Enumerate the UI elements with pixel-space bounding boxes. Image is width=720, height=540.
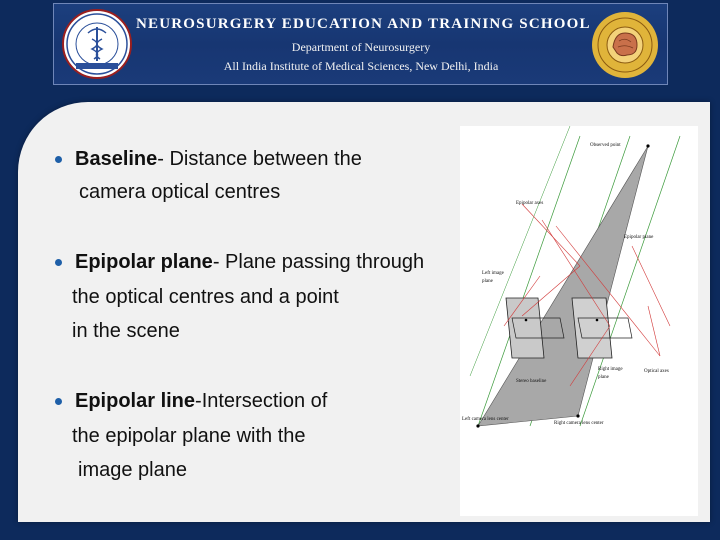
school-seal-logo: [591, 11, 659, 79]
bullet-continuation: the optical centres and a point: [72, 286, 339, 308]
label-epipolar-plane: Epipolar plane: [624, 235, 654, 240]
label-right-image-plane-2: plane: [598, 375, 609, 380]
institute-name: All India Institute of Medical Sciences, New Delhi, India: [223, 59, 499, 73]
epipolar-geometry-diagram: [460, 126, 698, 516]
department-name: Department of Neurosurgery: [291, 40, 431, 54]
bullet-continuation: image plane: [78, 459, 187, 481]
bullet-dot-icon: [55, 156, 62, 163]
label-observed-point: Observed point: [590, 143, 621, 148]
bullet-text: - Distance between the: [157, 148, 362, 170]
bullet-term: Epipolar plane: [75, 251, 213, 273]
aiims-logo: [62, 9, 132, 79]
bullet-continuation: in the scene: [72, 320, 180, 342]
label-right-image-plane: Right image: [598, 367, 623, 372]
bullet-text: -Intersection of: [195, 390, 328, 412]
bullet-term: Epipolar line: [75, 390, 196, 412]
label-left-image-plane-2: plane: [482, 279, 493, 284]
bullet-continuation: the epipolar plane with the: [72, 425, 306, 447]
header-banner: [53, 3, 668, 85]
label-stereo-baseline: Stereo baseline: [516, 379, 547, 384]
bullet-continuation: camera optical centres: [79, 181, 281, 203]
label-right-lens-center: Right camera lens center: [554, 421, 604, 426]
label-left-image-plane: Left image: [482, 271, 504, 276]
label-left-lens-center: Left camera lens center: [462, 417, 509, 422]
school-title: NEUROSURGERY EDUCATION AND TRAINING SCHOOL: [136, 16, 591, 32]
label-optical-axes: Optical axes: [644, 369, 669, 374]
bullet-term: Baseline: [75, 148, 158, 170]
bullet-text: - Plane passing through: [212, 251, 425, 273]
bullet-dot-icon: [55, 259, 62, 266]
bullet-dot-icon: [55, 398, 62, 405]
label-epipolar-axes: Epipolar axes: [516, 201, 544, 206]
